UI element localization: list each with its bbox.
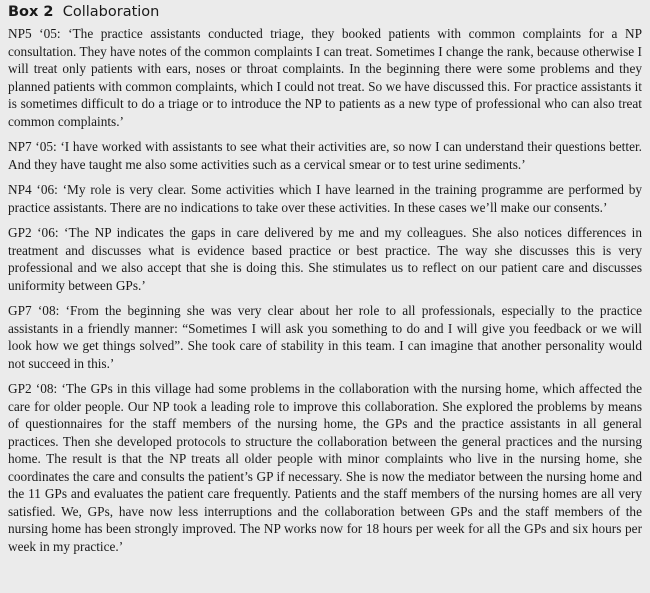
- quote-text: : ‘The NP indicates the gaps in care delivered by me and my colleagues. She also notices differences in treatment and discusses what is evidence based practice or best practice. The way she discusses this is very professional and we also accept that she is doing this. She stimulates us to reflect on our patient care and discusses uniformity between GPs.’: [8, 225, 642, 293]
- quote-np4-06: [8, 181, 642, 216]
- quote-gp2-06: [8, 224, 642, 294]
- quote-text: : ‘From the beginning she was very clear about her role to all professionals, especially to the practice assistants in a friendly manner: “Sometimes I will ask you something to do and I will give you feedback or we will look how we get things solved”. She took care of stability in this team. I can imagine that another personality would not succeed in this.’: [8, 303, 642, 371]
- quote-gp7-08: [8, 302, 642, 372]
- quote-speaker: GP2 ‘08: [8, 381, 54, 396]
- quote-text: : ‘My role is very clear. Some activities which I have learned in the training programme are performed by practice assistants. There are no indications to take over these activities. In these cases we’ll make our consents.’: [8, 182, 642, 215]
- quote-text: : ‘I have worked with assistants to see what their activities are, so now I can understand their questions better. And they have taught me also some activities such as a cervical smear or to test urine sediments.’: [8, 139, 642, 172]
- quote-speaker: NP7 ‘05: [8, 139, 54, 154]
- quote-gp2-08: [8, 380, 642, 555]
- quote-np7-05: [8, 138, 642, 173]
- quote-text: : ‘The practice assistants conducted triage, they booked patients with common complaints for a NP consultation. They have notes of the common complaints I can treat. Sometimes I change the rank, because otherwise I will treat only patients with ears, noses or throat complaints. In the beginning there were some problems and they planned patients with common complaints, which I could not treat. So we have discussed this. For practice assistants it is sometimes difficult to do a triage or to introduce the NP to patients as a new type of professional who can also treat common complaints.’: [8, 26, 642, 129]
- quote-speaker: GP7 ‘08: [8, 303, 56, 318]
- quote-text: : ‘The GPs in this village had some problems in the collaboration with the nursing home, which affected the care for older people. Our NP took a leading role to improve this collaboration. She explored the problems by means of questionnaires for the staff members of the nursing home, the GPs and the practice assistants in all general practices. Then she developed protocols to structure the collaboration between the general practices and the nursing home. The result is that the NP treats all older people with minor complaints who live in the nursing home, she coordinates the care and consults the patient’s GP if necessary. She is now the mediator between the nursing home and the 11 GPs and evaluates the patient care frequently. Patients and the staff members of the nursing homes are all very satisfied. We, GPs, have now less interruptions and the collaboration between GPs and the staff members of the nursing home has been strongly improved. The NP works now for 18 hours per week for all the GPs and six hours per week in my practice.’: [8, 381, 643, 554]
- box-title: [8, 2, 642, 22]
- quote-speaker: GP2 ‘06: [8, 225, 55, 240]
- box-number: Box 2: [8, 4, 54, 20]
- quote-speaker: NP4 ‘06: [8, 182, 55, 197]
- box-heading: Collaboration: [62, 4, 160, 20]
- quote-np5-05: [8, 25, 642, 130]
- quote-speaker: NP5 ‘05: [8, 26, 57, 41]
